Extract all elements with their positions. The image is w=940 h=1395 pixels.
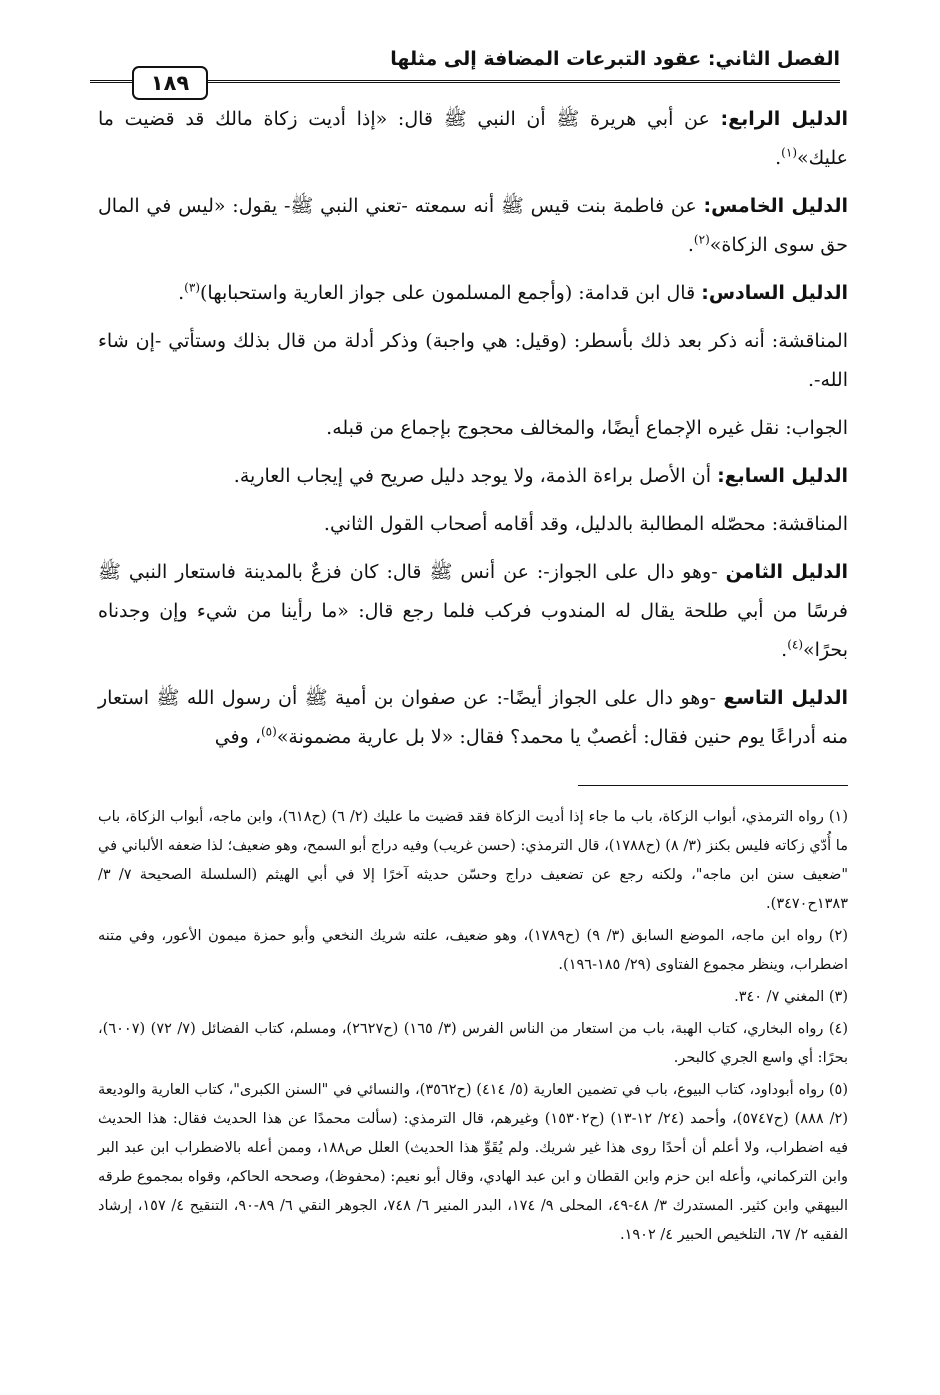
footnote: (٣) المغني ٧/ ٣٤٠. [734,989,848,1005]
page-number: ١٨٩ [132,66,208,100]
paragraph-text: المناقشة: محصّله المطالبة بالدليل، وقد أقامه أصحاب القول الثاني. [323,513,848,535]
evidence-label: الدليل السادس: [701,282,848,304]
paragraph-tail: . [781,639,788,661]
footnote: (٤) رواه البخاري، كتاب الهبة، باب من استعار من الناس الفرس (٣/ ١٦٥) (ح٢٦٢٧)، ومسلم، كتاب الفضائل (٧/ ٧٢) (٦٠٠٧)، بحرًا: أي واسع الجري كالبحر. [98,1021,848,1066]
footnote-ref: (٥) [260,724,277,739]
paragraph-text: المناقشة: أنه ذكر بعد ذلك بأسطر: (وقيل: هي واجبة) وذكر أدلة من قال بذلك وستأتي -إن شاء الله-. [98,330,848,391]
evidence-label: الدليل التاسع [723,687,848,709]
paragraph [98,100,848,178]
footnote-ref: (١) [781,145,797,160]
paragraph-text: عن فاطمة بنت قيس ﷺ أنه سمعته -تعني النبي ﷺ- يقول: «ليس في المال حق سوى الزكاة» [98,195,848,256]
footnote: (٢) رواه ابن ماجه، الموضع السابق (٣/ ٩) (ح١٧٨٩)، وهو ضعيف، علته شريك النخعي وأبو حمزة ميمون الأعور، وفي متنه اضطراب، وينظر مجموع الفتاوى (٢٩/ ١٨٥-١٩٦). [98,928,848,973]
footnote-ref: (٢) [693,232,710,247]
paragraph-text: -وهو دال على الجواز أيضًا-: عن صفوان بن أمية ﷺ أن رسول الله ﷺ استعار منه أدراعًا يوم حنين فقال: أغصبٌ يا محمد؟ فقال: «لا بل عارية مضمونة» [98,687,848,748]
paragraph-text: عن أبي هريرة ﷺ أن النبي ﷺ قال: «إذا أديت زكاة مالك قد قضيت ما عليك» [98,108,848,169]
paragraph-text: -وهو دال على الجواز-: عن أنس ﷺ قال: كان فزعٌ بالمدينة فاستعار النبي ﷺ فرسًا من أبي طلحة يقال له المندوب فركب فلما رجع قال: «ما رأينا من شيء وإن وجدناه بحرًا» [98,561,848,661]
paragraph-tail: . [178,282,185,304]
paragraph-text: أن الأصل براءة الذمة، ولا يوجد دليل صريح في إيجاب العارية. [233,465,718,487]
paragraph-tail: . [775,147,782,169]
footnote-separator [578,785,848,786]
footnotes [98,803,848,1253]
paragraph [98,274,848,313]
evidence-label: الدليل الخامس: [703,195,848,217]
paragraph-tail: . [687,234,694,256]
footnote-ref: (٣) [184,280,200,295]
paragraph-text: قال ابن قدامة: (وأجمع المسلمون على جواز العارية واستحبابها) [200,282,702,304]
footnote-ref: (٤) [787,637,804,652]
paragraph-text: الجواب: نقل غيره الإجماع أيضًا، والمخالف محجوج بإجماع من قبله. [326,417,848,439]
paragraph [98,553,848,670]
paragraph [98,187,848,265]
main-text [98,100,848,766]
paragraph [98,679,848,757]
evidence-label: الدليل الرابع: [720,108,848,130]
paragraph [98,457,848,496]
running-title: الفصل الثاني: عقود التبرعات المضافة إلى مثلها [390,48,840,70]
footnote: (١) رواه الترمذي، أبواب الزكاة، باب ما جاء إذا أديت الزكاة فقد قضيت ما عليك (٢/ ٦) (ح٦١٨)، وابن ماجه، أبواب الزكاة، باب ما أُدّي زكاته فليس بكنز (٣/ ٨) (ح١٧٨٨)، قال الترمذي: (حسن غريب) وفيه دراج أبو السمح، وهو ضعيف؛ لذا ضعفه الألباني في "ضعيف سنن ابن ماجه"، ولكنه رجع عن تضعيف دراج وحسّن حديثه آخرًا إلا في أبي الهيثم (السلسلة الصحيحة ٧/ ٣/ ١٣٨٣ح٣٤٧٠). [98,809,848,912]
evidence-label: الدليل السابع: [717,465,848,487]
paragraph-tail: ، وفي [214,726,261,748]
paragraph [98,409,848,448]
paragraph [98,322,848,400]
evidence-label: الدليل الثامن [725,561,848,583]
page-header [70,40,840,95]
paragraph [98,505,848,544]
footnote: (٥) رواه أبوداود، كتاب البيوع، باب في تضمين العارية (٥/ ٤١٤) (ح٣٥٦٢)، والنسائي في "السنن الكبرى"، كتاب العارية والوديعة (٢/ ٨٨٨) (ح٥٧٤٧)، وأحمد (٢٤/ ١٢-١٣) (ح١٥٣٠٢) وغيرهم، قال الترمذي: (سألت محمدًا عن هذا الحديث فقال: هذا الحديث فيه اضطراب، ولا أعلم أن أحدًا روى هذا غير شريك. ولم يُقَوِّ هذا الحديث) العلل ص١٨٨، وممن أعله بالاضطراب ابن عبد البر وابن التركماني، وأعله ابن حزم وابن القطان و ابن عبد الهادي، وقال أبو نعيم: (محفوظ)، وصححه الحاكم، وقواه بمجموع طرقه البيهقي وابن كثير. المستدرك ٣/ ٤٨-٤٩، المحلى ٩/ ١٧٤، البدر المنير ٦/ ٧٤٨، الجوهر النقي ٦/ ٨٩-٩٠، التنقيح ٤/ ١٥٧، إرشاد الفقيه ٢/ ٦٧، التلخيص الحبير ٤/ ١٩٠٢. [98,1082,848,1243]
